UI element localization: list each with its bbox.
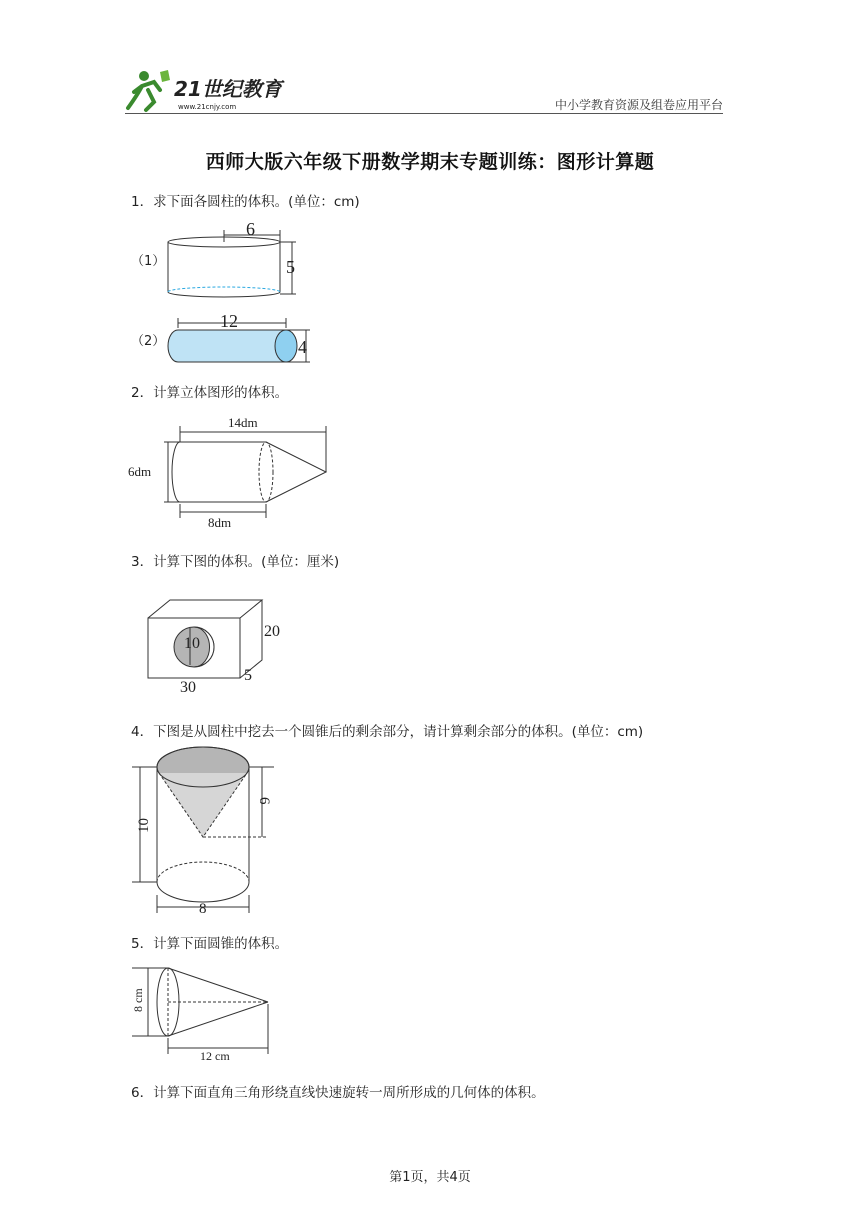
- dim-label: 8: [199, 901, 207, 917]
- question-5: [131, 932, 288, 952]
- part-label: （2）: [131, 334, 166, 349]
- figure-cylinder-1: [160, 218, 310, 303]
- dim-label: 5: [286, 257, 295, 277]
- question-number: 1．: [131, 194, 154, 210]
- question-number: 2．: [131, 385, 154, 401]
- figure-cone: [128, 962, 278, 1064]
- question-4: [131, 720, 643, 740]
- dim-label: 8dm: [208, 515, 232, 530]
- dim-label: 12 cm: [200, 1049, 230, 1063]
- figure-cylinder-minus-cone: [128, 745, 288, 920]
- question-6: [131, 1081, 545, 1101]
- dim-label: 6: [246, 219, 255, 239]
- dim-label: 10: [184, 635, 200, 652]
- question-number: 3．: [131, 554, 154, 570]
- figure-cylinder-cone: [128, 412, 338, 530]
- dim-label: 4: [298, 337, 307, 357]
- dim-label: 8 cm: [131, 988, 145, 1012]
- page-title: 西师大版六年级下册数学期末专题训练：图形计算题: [205, 151, 655, 173]
- question-1: [131, 190, 360, 210]
- figure-cylinder-2: [160, 312, 320, 370]
- logo-text: 21世纪教育: [174, 77, 282, 101]
- header-divider: [125, 113, 723, 114]
- dim-label: 5: [244, 667, 252, 684]
- dim-label: 12: [220, 311, 238, 331]
- figure-cuboid-hole: [140, 598, 300, 698]
- dim-label: 20: [264, 623, 280, 640]
- dim-label: 30: [180, 679, 196, 696]
- question-number: 6．: [131, 1085, 154, 1101]
- part-label: （1）: [131, 254, 166, 269]
- dim-label: 6: [256, 797, 272, 805]
- question-number: 5．: [131, 936, 154, 952]
- question-2: [131, 381, 288, 401]
- dim-label: 14dm: [228, 415, 258, 430]
- question-text: 计算下面直角三角形绕直线快速旋转一周所形成的几何体的体积。: [153, 1085, 545, 1101]
- question-text: 计算下面圆锥的体积。: [153, 936, 289, 952]
- logo-url: www.21cnjy.com: [178, 103, 237, 111]
- platform-name: 中小学教育资源及组卷应用平台: [554, 98, 723, 112]
- question-text: 求下面各圆柱的体积。(单位：cm): [153, 194, 360, 210]
- logo: [124, 68, 294, 114]
- logo-runner-icon: [128, 70, 170, 110]
- question-3: [131, 550, 339, 570]
- page-footer: 第1页，共4页: [389, 1170, 471, 1185]
- dim-label: 10: [136, 818, 152, 833]
- question-text: 计算立体图形的体积。: [153, 385, 289, 401]
- dim-label: 6dm: [128, 464, 152, 479]
- question-text: 下图是从圆柱中挖去一个圆锥后的剩余部分，请计算剩余部分的体积。(单位：cm): [153, 724, 644, 740]
- question-text: 计算下图的体积。(单位：厘米): [153, 554, 340, 570]
- question-number: 4．: [131, 724, 154, 740]
